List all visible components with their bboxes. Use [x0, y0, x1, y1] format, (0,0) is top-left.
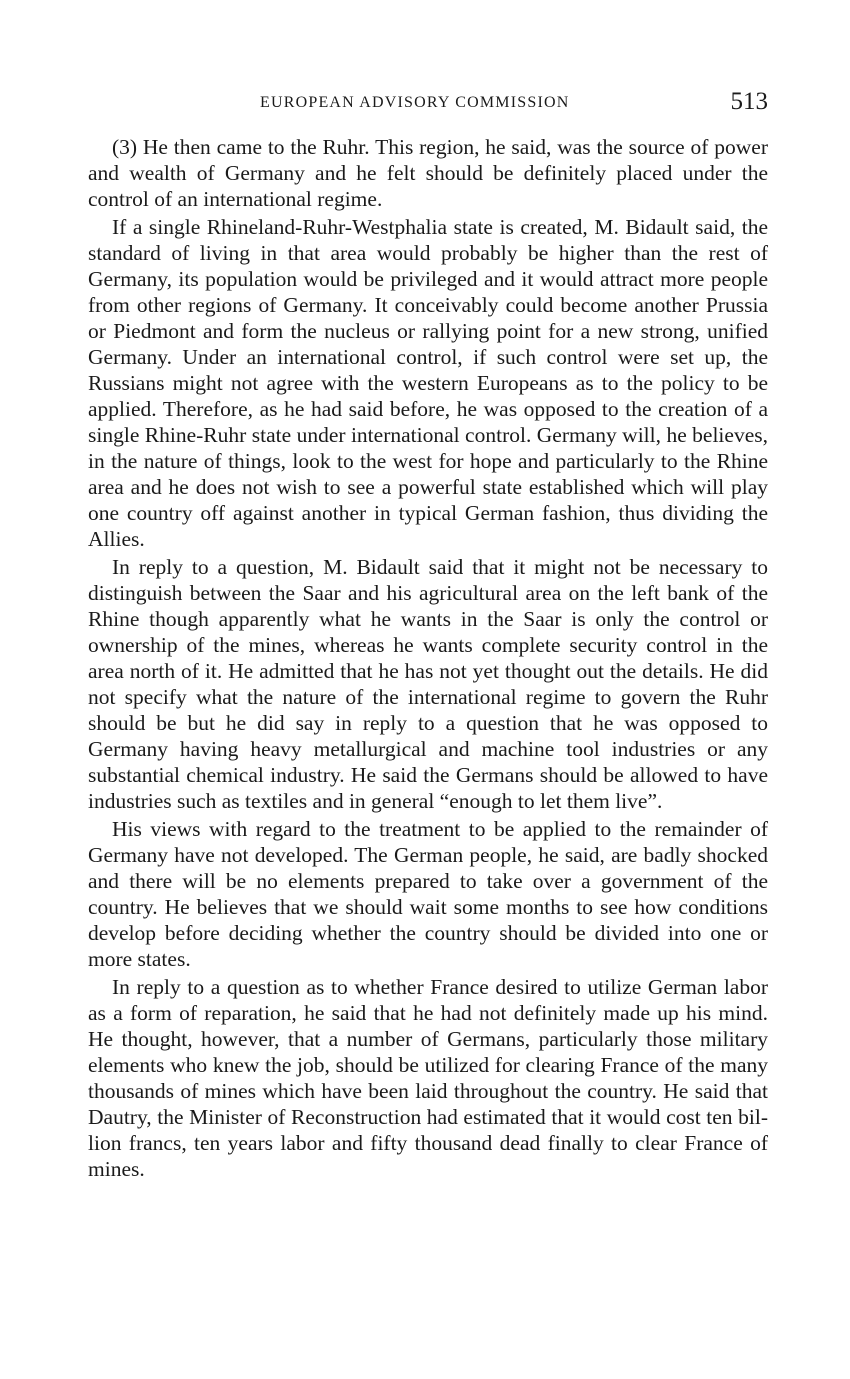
paragraph-german-labor: In reply to a question as to whether France desired to utilize German labor as a form of reparation, he said that he had not definitely made up his mind. He thought, however, that a number of Germans, particularly those military elements who knew the job, should be utilized for clearing France of the many thousands of mines which have been laid throughout the country. He said that Dautry, the Minister of Reconstruction had estimated that it would cost ten billion francs, ten years labor and fifty thousand dead finally to clear France of mines.: [88, 975, 768, 1181]
paragraph-rhineland-state: If a single Rhineland-Ruhr-Westphalia state is created, M. Bidault said, the standard of living in that area would probably be higher than the rest of Germany, its population would be privileged and it would attract more people from other regions of Germany. It conceivably could become another Prussia or Piedmont and form the nucleus or rallying point for a new strong, unified Germany. Under an international control, if such control were set up, the Russians might not agree with the western Europeans as to the policy to be applied. Therefore, as he had said before, he was opposed to the creation of a single Rhine-Ruhr state under international control. Germany will, he believes, in the nature of things, look to the west for hope and particularly to the Rhine area and he does not wish to see a powerful state established which will play one country off against another in typical German fashion, thus dividing the Allies.: [88, 215, 768, 551]
paragraph-saar: In reply to a question, M. Bidault said that it might not be necessary to distinguish between the Saar and his agricultural area on the left bank of the Rhine though apparently what he wants in the Saar is only the control or ownership of the mines, whereas he wants complete security control in the area north of it. He admitted that he has not yet thought out the details. He did not specify what the nature of the international regime to govern the Ruhr should be but he did say in reply to a question that he was opposed to Germany having heavy metallurgical and machine tool industries or any substantial chemical industry. He said the Germans should be allowed to have industries such as textiles and in general “enough to let them live”.: [88, 555, 768, 813]
running-head: [88, 88, 768, 126]
body-text: [88, 134, 768, 1182]
running-title: EUROPEAN ADVISORY COMMISSION: [260, 94, 570, 111]
paragraph-ruhr: (3) He then came to the Ruhr. This region, he said, was the source of power and wealth of Germany and he felt should be definitely placed under the control of an international regime.: [88, 135, 768, 211]
page-number: 513: [730, 88, 768, 115]
paragraph-remainder-of-germany: His views with regard to the treatment to be applied to the remainder of Germany have not developed. The German people, he said, are badly shocked and there will be no elements prepared to take over a government of the country. He believes that we should wait some months to see how conditions develop before deciding whether the country should be divided into one or more states.: [88, 817, 768, 971]
document-page: [88, 88, 768, 1182]
